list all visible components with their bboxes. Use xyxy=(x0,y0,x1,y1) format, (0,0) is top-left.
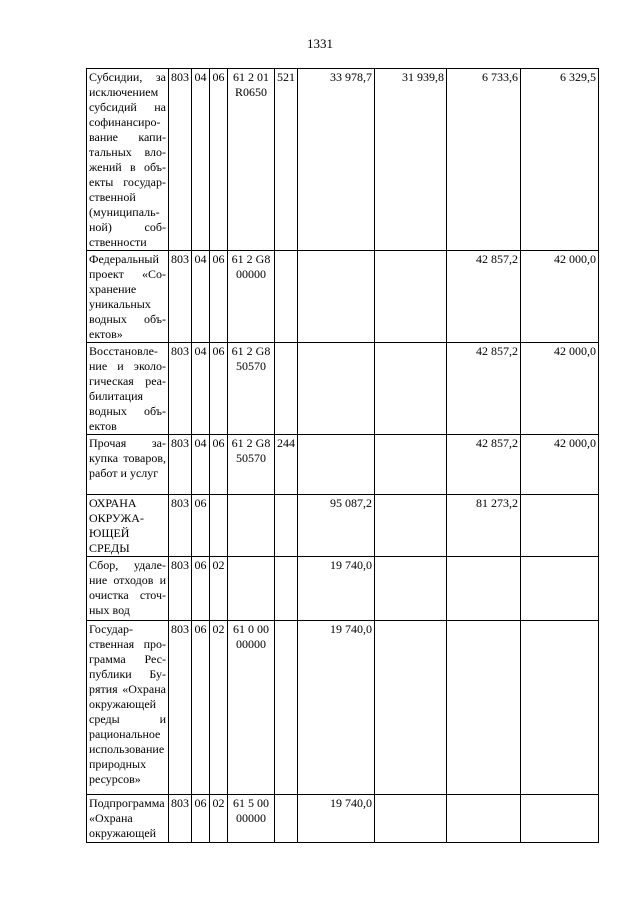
row-name: Субсидии, за исключением субсидий на софинансирование капитальных вложений в объекты государственной (муниципальной) собственности xyxy=(87,69,169,251)
amount-col-2 xyxy=(375,557,447,621)
target-article: 61 2 G8 00000 xyxy=(228,251,275,343)
table-row xyxy=(87,251,599,343)
target-article: 61 0 00 00000 xyxy=(228,621,275,795)
ministry-code: 803 xyxy=(169,435,192,495)
amount-col-3: 42 857,2 xyxy=(447,343,521,435)
expense-type xyxy=(275,557,298,621)
expense-type xyxy=(275,621,298,795)
ministry-code: 803 xyxy=(169,557,192,621)
table-row xyxy=(87,343,599,435)
ministry-code: 803 xyxy=(169,621,192,795)
amount-col-3 xyxy=(447,621,521,795)
ministry-code: 803 xyxy=(169,69,192,251)
target-article xyxy=(228,495,275,557)
budget-table xyxy=(86,68,599,843)
table-row xyxy=(87,435,599,495)
amount-col-1: 19 740,0 xyxy=(298,795,375,843)
amount-col-1 xyxy=(298,435,375,495)
table-body xyxy=(87,69,599,843)
subsection-code: 02 xyxy=(210,795,228,843)
row-name: Сбор, удаление отходов и очистка сточных вод xyxy=(87,557,169,621)
amount-col-3 xyxy=(447,557,521,621)
row-name: Восстановление и экологическая реабилитация водных объектов xyxy=(87,343,169,435)
amount-col-4: 42 000,0 xyxy=(521,343,599,435)
amount-col-2: 31 939,8 xyxy=(375,69,447,251)
amount-col-4: 42 000,0 xyxy=(521,435,599,495)
section-code: 04 xyxy=(192,343,210,435)
amount-col-4 xyxy=(521,621,599,795)
target-article: 61 2 G8 50570 xyxy=(228,435,275,495)
section-code: 04 xyxy=(192,69,210,251)
table-row xyxy=(87,795,599,843)
section-code: 06 xyxy=(192,795,210,843)
ministry-code: 803 xyxy=(169,495,192,557)
subsection-code: 06 xyxy=(210,343,228,435)
expense-type: 244 xyxy=(275,435,298,495)
subsection-code: 02 xyxy=(210,621,228,795)
target-article: 61 2 G8 50570 xyxy=(228,343,275,435)
ministry-code: 803 xyxy=(169,795,192,843)
section-code: 06 xyxy=(192,495,210,557)
target-article xyxy=(228,557,275,621)
expense-type xyxy=(275,251,298,343)
amount-col-1: 95 087,2 xyxy=(298,495,375,557)
amount-col-2 xyxy=(375,251,447,343)
row-name: ОХРАНА ОКРУЖАЮЩЕЙ СРЕДЫ xyxy=(87,495,169,557)
amount-col-3: 42 857,2 xyxy=(447,251,521,343)
table-row xyxy=(87,69,599,251)
amount-col-4: 6 329,5 xyxy=(521,69,599,251)
subsection-code: 06 xyxy=(210,69,228,251)
amount-col-2 xyxy=(375,343,447,435)
amount-col-3: 81 273,2 xyxy=(447,495,521,557)
page-number: 1331 xyxy=(307,36,333,51)
target-article: 61 5 00 00000 xyxy=(228,795,275,843)
table-row xyxy=(87,621,599,795)
amount-col-3: 42 857,2 xyxy=(447,435,521,495)
amount-col-4 xyxy=(521,495,599,557)
amount-col-3 xyxy=(447,795,521,843)
amount-col-2 xyxy=(375,795,447,843)
amount-col-3: 6 733,6 xyxy=(447,69,521,251)
ministry-code: 803 xyxy=(169,251,192,343)
amount-col-4 xyxy=(521,795,599,843)
row-name: Федеральный проект «Сохранение уникальных водных объектов» xyxy=(87,251,169,343)
section-code: 04 xyxy=(192,435,210,495)
expense-type xyxy=(275,795,298,843)
subsection-code xyxy=(210,495,228,557)
amount-col-2 xyxy=(375,621,447,795)
subsection-code: 06 xyxy=(210,251,228,343)
row-name: Прочая закупка товаров, работ и услуг xyxy=(87,435,169,495)
amount-col-1: 19 740,0 xyxy=(298,621,375,795)
amount-col-1 xyxy=(298,251,375,343)
row-name: Подпрограмма «Охрана окружающей xyxy=(87,795,169,843)
table-row xyxy=(87,495,599,557)
amount-col-1 xyxy=(298,343,375,435)
expense-type xyxy=(275,343,298,435)
ministry-code: 803 xyxy=(169,343,192,435)
amount-col-4 xyxy=(521,557,599,621)
section-code: 06 xyxy=(192,621,210,795)
amount-col-4: 42 000,0 xyxy=(521,251,599,343)
amount-col-1: 33 978,7 xyxy=(298,69,375,251)
target-article: 61 2 01 R0650 xyxy=(228,69,275,251)
amount-col-2 xyxy=(375,435,447,495)
section-code: 06 xyxy=(192,557,210,621)
amount-col-2 xyxy=(375,495,447,557)
expense-type: 521 xyxy=(275,69,298,251)
section-code: 04 xyxy=(192,251,210,343)
expense-type xyxy=(275,495,298,557)
subsection-code: 02 xyxy=(210,557,228,621)
row-name: Государственная программа Республики Бурятия «Охрана окружающей среды и рациональное использование природных ресурсов» xyxy=(87,621,169,795)
amount-col-1: 19 740,0 xyxy=(298,557,375,621)
table-row xyxy=(87,557,599,621)
subsection-code: 06 xyxy=(210,435,228,495)
